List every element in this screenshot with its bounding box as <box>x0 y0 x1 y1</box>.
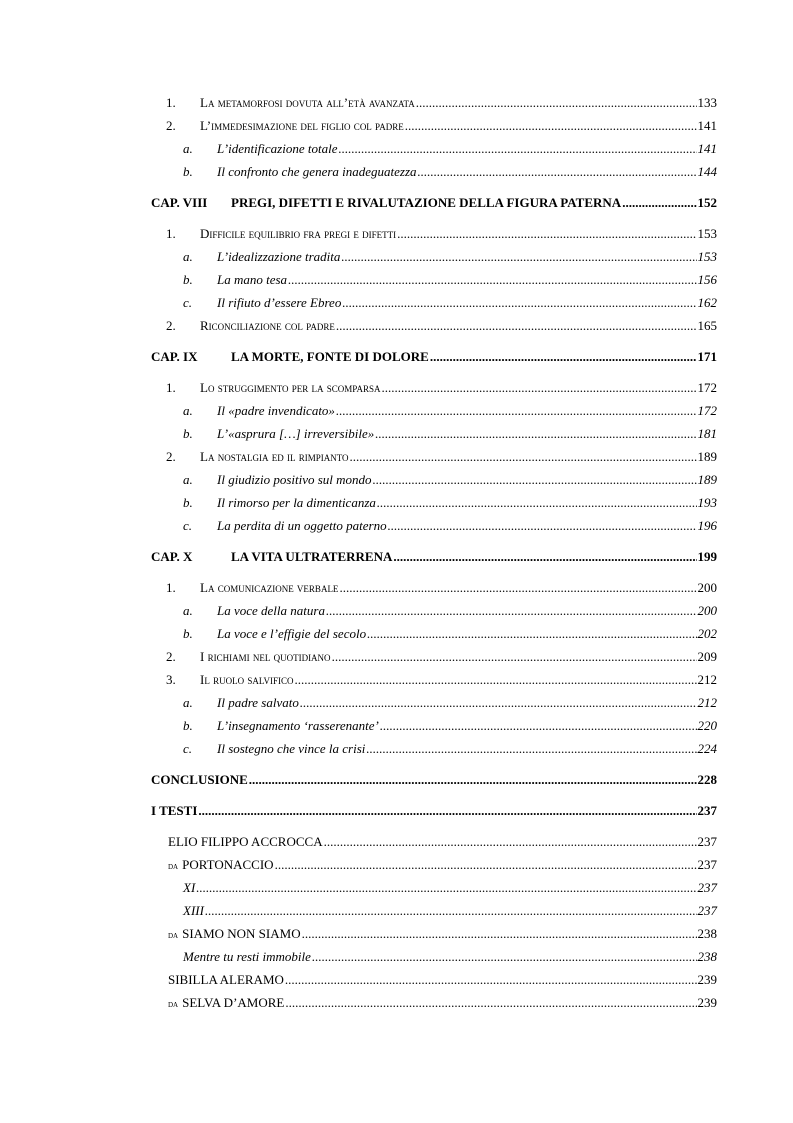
toc-entry <box>183 740 717 758</box>
toc-entry <box>183 879 717 897</box>
toc-entry <box>183 425 717 443</box>
dot-leader <box>324 833 697 851</box>
toc-entry-title: SIAMO NON SIAMO <box>182 926 301 941</box>
toc-entry-number: c. <box>183 518 193 533</box>
toc-entry-title: L’insegnamento ‘rasserenante’ <box>217 718 379 733</box>
toc-entry-title: Riconciliazione col padre <box>200 318 335 333</box>
toc-page-number: 220 <box>697 718 717 733</box>
toc-entry <box>166 225 717 243</box>
toc-entry-number: 1. <box>166 580 176 595</box>
toc-page-number: 199 <box>697 549 717 564</box>
toc-page-number: 200 <box>697 580 717 595</box>
toc-entry <box>183 271 717 289</box>
toc-entry-title: CONCLUSIONE <box>151 772 248 787</box>
dot-leader <box>381 379 696 397</box>
toc-entry-title: Il rifiuto d’essere Ebreo <box>217 295 342 310</box>
toc-entry <box>166 317 717 335</box>
toc-entry-number: c. <box>183 741 193 756</box>
toc-entry-number: b. <box>183 272 193 287</box>
dot-leader <box>336 317 697 335</box>
toc-entry-number: a. <box>183 403 193 418</box>
toc-entry-number: b. <box>183 164 193 179</box>
dot-leader <box>336 402 697 420</box>
toc-entry <box>183 717 717 735</box>
toc-entry <box>183 694 717 712</box>
dot-leader <box>300 694 697 712</box>
toc-entry <box>166 94 717 112</box>
toc-entry <box>166 379 717 397</box>
toc-entry-title: Il «padre invendicato» <box>217 403 335 418</box>
dot-leader <box>198 802 696 820</box>
toc-entry <box>183 471 717 489</box>
toc-entry-title: XIII <box>183 903 204 918</box>
toc-entry-title: La voce e l’effigie del secolo <box>217 626 367 641</box>
toc-page-number: 153 <box>697 249 717 264</box>
dot-leader <box>366 740 696 758</box>
toc-page-number: 237 <box>697 857 717 872</box>
toc-entry <box>168 856 717 874</box>
toc-entry <box>166 117 717 135</box>
toc-entry-title: L’identificazione totale <box>217 141 338 156</box>
dot-leader <box>196 879 696 897</box>
toc-page-number: 172 <box>697 403 717 418</box>
toc-page-number: 141 <box>697 141 717 156</box>
toc-page-number: 237 <box>697 834 717 849</box>
dot-leader <box>405 117 697 135</box>
toc-page-number: 196 <box>697 518 717 533</box>
toc-page-number: 133 <box>697 95 717 110</box>
toc-page-number: 156 <box>697 272 717 287</box>
toc-entry-title: SELVA D’AMORE <box>182 995 285 1010</box>
toc-entry-title: La metamorfosi dovuta all’età avanzata <box>200 95 415 110</box>
dot-leader <box>418 163 697 181</box>
toc-entry <box>168 994 717 1012</box>
toc-entry <box>183 625 717 643</box>
toc-entry-number: 2. <box>166 118 176 133</box>
dot-leader <box>326 602 697 620</box>
toc-entry-title: Il padre salvato <box>217 695 299 710</box>
toc-entry <box>183 294 717 312</box>
toc-entry-title: La nostalgia ed il rimpianto <box>200 449 349 464</box>
toc-entry-title: Il giudizio positivo sul mondo <box>217 472 372 487</box>
toc-page-number: 200 <box>697 603 717 618</box>
dot-leader <box>249 771 697 789</box>
toc-page-number: 228 <box>697 772 717 787</box>
toc-entry-number: a. <box>183 472 193 487</box>
dot-leader <box>388 517 697 535</box>
dot-leader <box>375 425 696 443</box>
toc-entry <box>183 402 717 420</box>
toc-entry-title: La mano tesa <box>217 272 288 287</box>
toc-page-number: 141 <box>697 118 717 133</box>
toc-page-number: 237 <box>697 880 717 895</box>
toc-entry-number: CAP. VIII <box>151 195 208 210</box>
toc-entry-number: 2. <box>166 449 176 464</box>
dot-leader <box>338 140 696 158</box>
toc-entry-number: b. <box>183 626 193 641</box>
toc-entry <box>168 833 717 851</box>
dot-leader <box>288 271 696 289</box>
toc-entry-title: ELIO FILIPPO ACCROCCA <box>168 834 323 849</box>
toc-page-number: 202 <box>697 626 717 641</box>
toc-entry-title: Il sostegno che vince la crisi <box>217 741 366 756</box>
toc-entry-number: 2. <box>166 649 176 664</box>
toc-entry-title: SIBILLA ALERAMO <box>168 972 284 987</box>
dot-leader <box>341 248 696 266</box>
dot-leader <box>275 856 697 874</box>
toc-entry <box>183 517 717 535</box>
toc-entry-title: Il confronto che genera inadeguatezza <box>217 164 417 179</box>
toc-entry <box>151 802 717 820</box>
toc-page-number: 238 <box>697 949 717 964</box>
toc-entry <box>183 140 717 158</box>
dot-leader <box>295 671 697 689</box>
toc-entry-title: XI <box>183 880 196 895</box>
dot-leader <box>373 471 697 489</box>
toc-entry-number: b. <box>183 718 193 733</box>
toc-page-number: 152 <box>697 195 717 210</box>
toc-page-number: 239 <box>697 995 717 1010</box>
dot-leader <box>339 579 696 597</box>
toc-page-number: 238 <box>697 926 717 941</box>
toc-entry <box>183 494 717 512</box>
toc-entry-title: L’idealizzazione tradita <box>217 249 341 264</box>
toc-entry-number: a. <box>183 141 193 156</box>
toc-entry-number: a. <box>183 249 193 264</box>
toc-entry <box>183 163 717 181</box>
toc-entry-number: 1. <box>166 226 176 241</box>
toc-page-number: 153 <box>697 226 717 241</box>
toc-entry <box>168 971 717 989</box>
toc-entry-title: L’«asprura […] irreversibile» <box>217 426 375 441</box>
toc-entry <box>166 671 717 689</box>
dot-leader <box>350 448 697 466</box>
toc-entry-number: 2. <box>166 318 176 333</box>
toc-entry-title: LA MORTE, FONTE DI DOLORE <box>231 349 429 364</box>
toc-page-number: 239 <box>697 972 717 987</box>
toc-source-prefix: da <box>168 930 179 941</box>
toc-entry-title: Lo struggimento per la scomparsa <box>200 380 381 395</box>
toc-entry-title: Mentre tu resti immobile <box>183 949 311 964</box>
toc-entry <box>151 194 717 212</box>
toc-entry-number: CAP. IX <box>151 349 198 364</box>
toc-entry-number: c. <box>183 295 193 310</box>
toc-entry-title: LA VITA ULTRATERRENA <box>231 549 393 564</box>
toc-page-number: 237 <box>697 903 717 918</box>
dot-leader <box>342 294 696 312</box>
toc-page-number: 224 <box>697 741 717 756</box>
toc-page-number: 209 <box>697 649 717 664</box>
dot-leader <box>380 717 697 735</box>
toc-page-number: 237 <box>697 803 717 818</box>
toc-entry-title: L’immedesimazione del figlio col padre <box>200 118 404 133</box>
dot-leader <box>416 94 697 112</box>
dot-leader <box>285 994 696 1012</box>
toc-page-number: 181 <box>697 426 717 441</box>
toc-page-number: 189 <box>697 449 717 464</box>
toc-entry-number: a. <box>183 603 193 618</box>
toc-entry-title: PORTONACCIO <box>182 857 274 872</box>
toc-page-number: 165 <box>697 318 717 333</box>
toc-entry-number: 1. <box>166 380 176 395</box>
toc-entry <box>183 248 717 266</box>
toc-entry-number: b. <box>183 426 193 441</box>
dot-leader <box>397 225 696 243</box>
toc-page-number: 172 <box>697 380 717 395</box>
dot-leader <box>430 348 697 366</box>
toc-source-prefix: da <box>168 861 179 872</box>
toc-entry <box>166 648 717 666</box>
toc-entry <box>151 348 717 366</box>
toc-entry-title: Il ruolo salvifico <box>200 672 294 687</box>
dot-leader <box>622 194 696 212</box>
toc-page-number: 193 <box>697 495 717 510</box>
toc-entry <box>168 925 717 943</box>
toc-entry <box>166 579 717 597</box>
toc-entry-title: La voce della natura <box>217 603 325 618</box>
toc-entry-title: La perdita di un oggetto paterno <box>217 518 387 533</box>
toc-entry-number: b. <box>183 495 193 510</box>
dot-leader <box>332 648 697 666</box>
toc-page-number: 212 <box>697 672 717 687</box>
toc-entry-title: I TESTI <box>151 803 198 818</box>
toc-entry-title: La comunicazione verbale <box>200 580 339 595</box>
toc-entry-number: 3. <box>166 672 176 687</box>
toc-page-number: 162 <box>697 295 717 310</box>
toc-entry-title: Difficile equilibrio fra pregi e difetti <box>200 226 397 241</box>
dot-leader <box>367 625 696 643</box>
toc-page-number: 212 <box>697 695 717 710</box>
toc-entry-title: I richiami nel quotidiano <box>200 649 331 664</box>
dot-leader <box>312 948 697 966</box>
toc-entry <box>166 448 717 466</box>
toc-page-number: 171 <box>697 349 717 364</box>
toc-page-number: 144 <box>697 164 717 179</box>
toc-entry-title: Il rimorso per la dimenticanza <box>217 495 376 510</box>
toc-entry-number: CAP. X <box>151 549 193 564</box>
dot-leader <box>205 902 697 920</box>
toc-entry <box>183 602 717 620</box>
toc-entry <box>151 548 717 566</box>
toc-source-prefix: da <box>168 999 179 1010</box>
toc-entry <box>183 902 717 920</box>
toc-entry <box>183 948 717 966</box>
toc-entry <box>151 771 717 789</box>
toc-entry-number: 1. <box>166 95 176 110</box>
toc-entry-number: a. <box>183 695 193 710</box>
dot-leader <box>302 925 697 943</box>
dot-leader <box>377 494 697 512</box>
toc-entry-title: PREGI, DIFETTI E RIVALUTAZIONE DELLA FIGURA PATERNA <box>231 195 622 210</box>
dot-leader <box>393 548 696 566</box>
toc-page-number: 189 <box>697 472 717 487</box>
dot-leader <box>285 971 697 989</box>
